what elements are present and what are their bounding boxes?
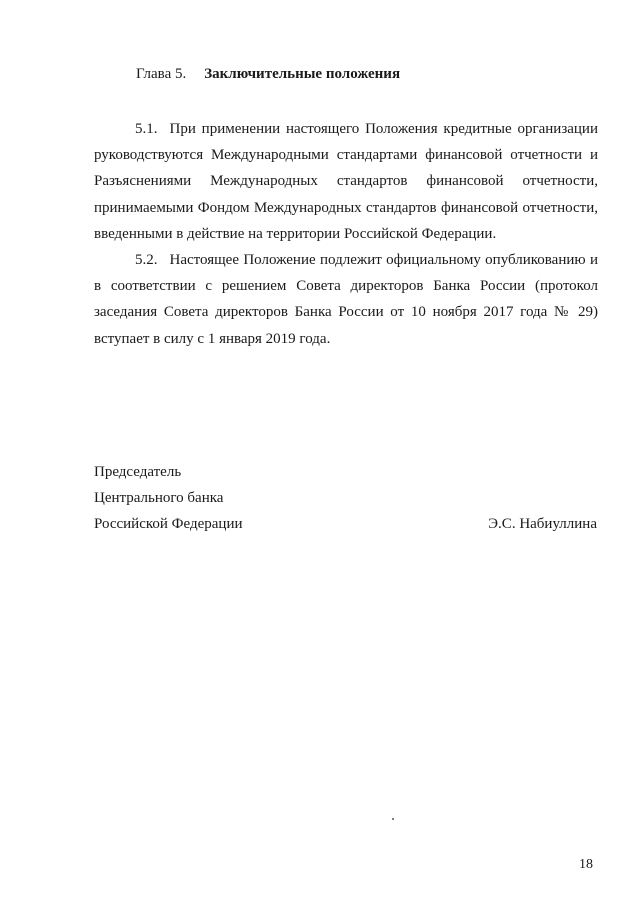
signatory-position	[94, 459, 243, 537]
scan-speck	[392, 818, 394, 820]
paragraph-number: 5.2.	[135, 252, 158, 268]
signatory-name: Э.С. Набиуллина	[488, 516, 597, 532]
paragraph-text: Настоящее Положение подлежит официальному опубликованию и в соответствии с решением Совета директоров Банка России (протокол заседания Совета директоров Банка России от 10 ноября 2017 года № 29) вступает в силу с 1 января 2019 года.	[94, 252, 598, 347]
signatory-position-line: Председатель	[94, 464, 182, 480]
signatory-position-line: Центрального банка	[94, 490, 224, 506]
chapter-title: Заключительные положения	[204, 66, 401, 82]
chapter-heading	[136, 64, 400, 84]
chapter-label: Глава 5.	[136, 66, 187, 82]
paragraph-number: 5.1.	[135, 121, 158, 137]
signatory-position-line: Российской Федерации	[94, 516, 243, 532]
paragraph-text: При применении настоящего Положения кредитные организации руководствуются Международными стандартами финансовой отчетности и Разъяснениями Международных стандартов финансовой отчетности, принимаемыми Фондом Международных стандартов финансовой отчетности, введенными в действие на территории Российской Федерации.	[94, 121, 598, 242]
paragraph-5-1	[94, 116, 598, 247]
paragraph-5-2	[94, 247, 598, 352]
page-number: 18	[579, 857, 593, 872]
